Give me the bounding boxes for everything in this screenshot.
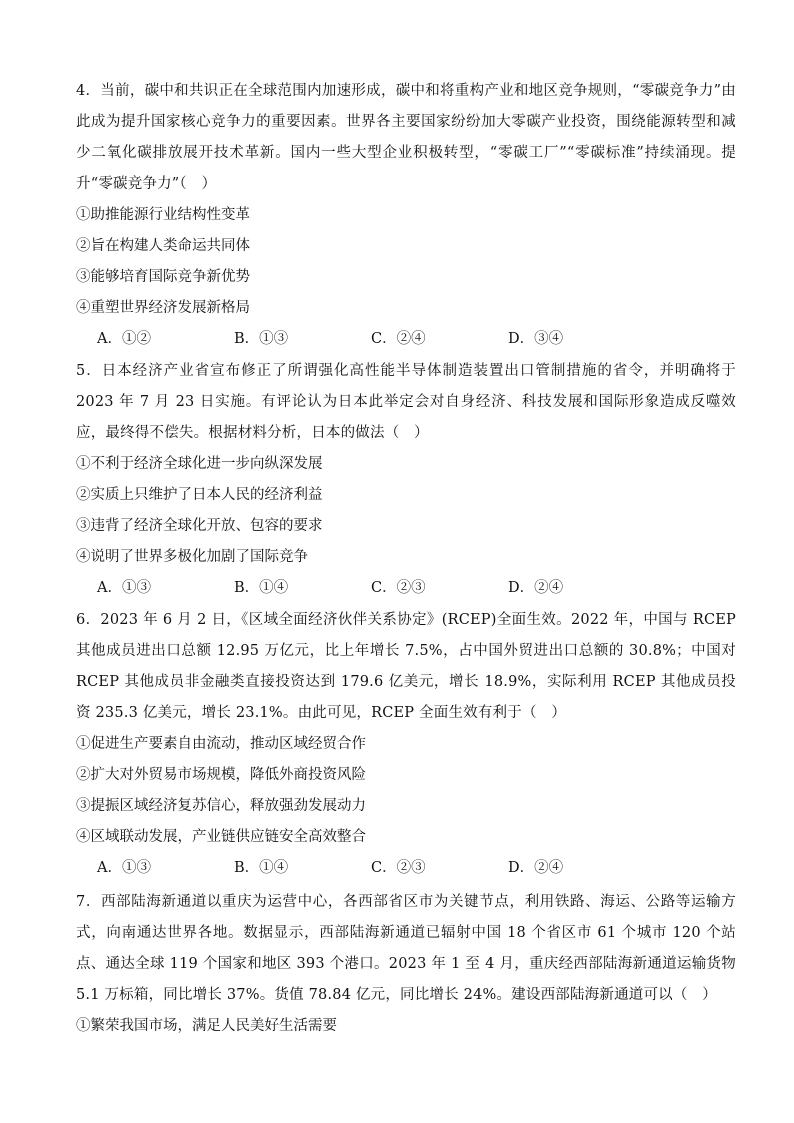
statement-item: ④说明了世界多极化加剧了国际竞争 [76, 549, 308, 565]
statement-item: ④区域联动发展，产业链供应链安全高效整合 [76, 829, 366, 845]
choice-b: B．①④ [234, 860, 289, 876]
choice-c: C．②③ [371, 860, 426, 876]
question-stem: 7．西部陆海新通道以重庆为运营中心，各西部省区市为关键节点，利用铁路、海运、公路等运输方式，向南通达世界各地。数据显示，西部陆海新通道已辐射中国 18 个省区市 61 个城市 120 个站点、通达全球 119 个国家和地区 393 个港口。2023 年 1 至 4 月，重庆经西部陆海新通道运输货物 5.1 万标箱，同比增长 37%。货值 78.84 亿元，同比增长 24%。建设西部陆海新通道可以（ ） [76, 894, 736, 1003]
choice-a: A．①③ [97, 860, 151, 876]
choice-d: D．②④ [508, 580, 564, 596]
question-stem: 6．2023 年 6 月 2 日，《区域全面经济伙伴关系协定》(RCEP)全面生效。2022 年，中国与 RCEP 其他成员进出口总额 12.95 万亿元，比上年增长 7.5%，占中国外贸进出口总额的 30.8%；中国对 RCEP 其他成员非金融类直接投资达到 179.6 亿美元，增长 18.9%，实际利用 RCEP 其他成员投资 235.3 亿美元，增长 23.1%。由此可见，RCEP 全面生效有利于（ ） [76, 612, 736, 721]
statement-item: ④重塑世界经济发展新格局 [76, 300, 250, 316]
question-4 [76, 76, 736, 355]
answer-choices [76, 853, 736, 884]
question-6 [76, 605, 736, 884]
question-stem: 4．当前，碳中和共识正在全球范围内加速形成，碳中和将重构产业和地区竞争规则，“零碳竞争力”由此成为提升国家核心竞争力的重要因素。世界各主要国家纷纷加大零碳产业投资，围绕能源转型和减少二氧化碳排放展开技术革新。国内一些大型企业积极转型，“零碳工厂”“零碳标准”持续涌现。提升“零碳竞争力”（ ） [76, 83, 736, 192]
choice-b: B．①③ [234, 331, 289, 347]
statement-item: ①繁荣我国市场，满足人民美好生活需要 [76, 1018, 337, 1034]
question-5 [76, 356, 736, 604]
statement-item: ②扩大对外贸易市场规模，降低外商投资风险 [76, 767, 366, 783]
answer-choices [76, 324, 736, 355]
choice-a: A．①② [97, 331, 151, 347]
statement-item: ①助推能源行业结构性变革 [76, 207, 250, 223]
statement-item: ②实质上只维护了日本人民的经济利益 [76, 487, 323, 503]
choice-d: D．②④ [508, 860, 564, 876]
question-stem: 5．日本经济产业省宣布修正了所谓强化高性能半导体制造装置出口管制措施的省令，并明确将于 2023 年 7 月 23 日实施。有评论认为日本此举定会对自身经济、科技发展和国际形象造成反噬效应，最终得不偿失。根据材料分析，日本的做法（ ） [76, 363, 736, 441]
statement-item: ③违背了经济全球化开放、包容的要求 [76, 518, 323, 534]
statement-item: ②旨在构建人类命运共同体 [76, 238, 250, 254]
statement-item: ①不利于经济全球化进一步向纵深发展 [76, 456, 323, 472]
statement-item: ③能够培育国际竞争新优势 [76, 269, 250, 285]
choice-b: B．①④ [234, 580, 289, 596]
statement-item: ①促进生产要素自由流动，推动区域经贸合作 [76, 736, 366, 752]
statement-item: ③提振区域经济复苏信心，释放强劲发展动力 [76, 798, 366, 814]
answer-choices [76, 573, 736, 604]
choice-d: D．③④ [508, 331, 564, 347]
choice-c: C．②③ [371, 580, 426, 596]
choice-a: A．①③ [97, 580, 151, 596]
choice-c: C．②④ [371, 331, 426, 347]
question-7 [76, 887, 736, 1042]
